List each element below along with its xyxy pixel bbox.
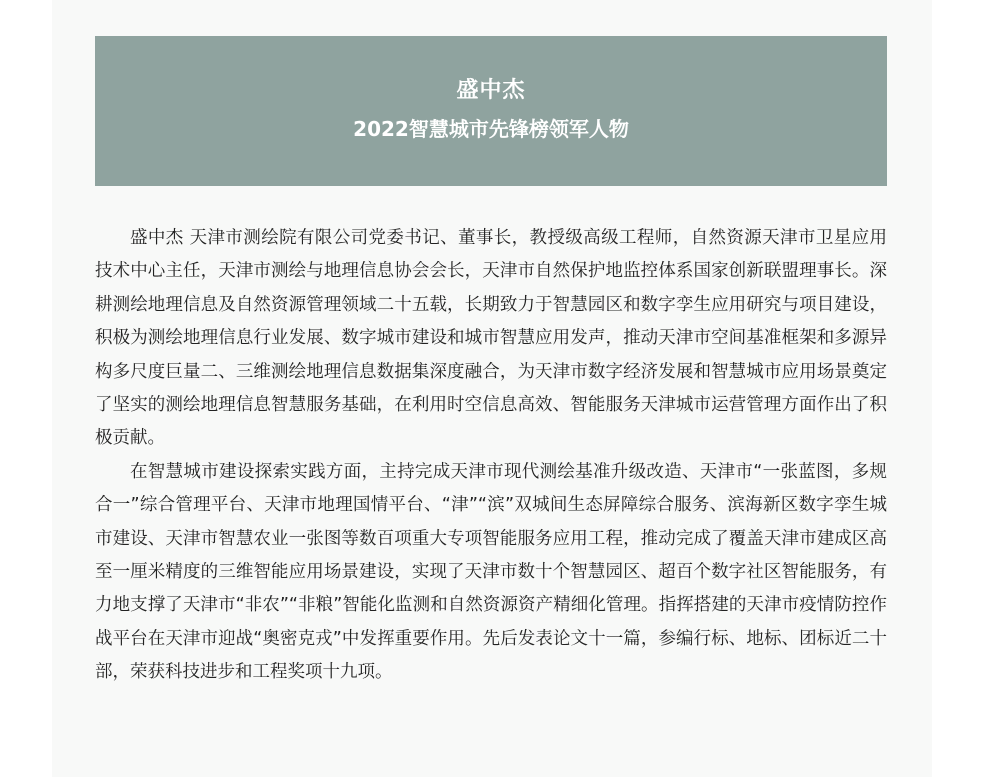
paragraph-1: 盛中杰 天津市测绘院有限公司党委书记、董事长，教授级高级工程师，自然资源天津市卫星应用技术中心主任，天津市测绘与地理信息协会会长，天津市自然保护地监控体系国家创新联盟理事长。深耕测绘地理信息及自然资源管理领域二十五载，长期致力于智慧园区和数字孪生应用研究与项目建设，积极为测绘地理信息行业发展、数字城市建设和城市智慧应用发声，推动天津市空间基准框架和多源异构多尺度巨量二、三维测绘地理信息数据集深度融合，为天津市数字经济发展和智慧城市应用场景奠定了坚实的测绘地理信息智慧服务基础，在利用时空信息高效、智能服务天津城市运营管理方面作出了积极贡献。 <box>95 228 887 449</box>
paragraph-2: 在智慧城市建设探索实践方面，主持完成天津市现代测绘基准升级改造、天津市“一张蓝图，多规合一”综合管理平台、天津市地理国情平台、“津”“滨”双城间生态屏障综合服务、滨海新区数字孪生城市建设、天津市智慧农业一张图等数百项重大专项智能服务应用工程，推动完成了覆盖天津市建成区高至一厘米精度的三维智能应用场景建设，实现了天津市数十个智慧园区、超百个数字社区智能服务，有力地支撑了天津市“非农”“非粮”智能化监测和自然资源资产精细化管理。指挥搭建的天津市疫情防控作战平台在天津市迎战“奥密克戎”中发挥重要作用。先后发表论文十一篇，参编行标、地标、团标近二十部，荣获科技进步和工程奖项十九项。 <box>95 461 887 683</box>
person-name: 盛中杰 <box>456 78 526 103</box>
award-title: 2022智慧城市先锋榜领军人物 <box>353 117 629 141</box>
article-body <box>95 222 887 690</box>
header-banner <box>95 36 887 186</box>
